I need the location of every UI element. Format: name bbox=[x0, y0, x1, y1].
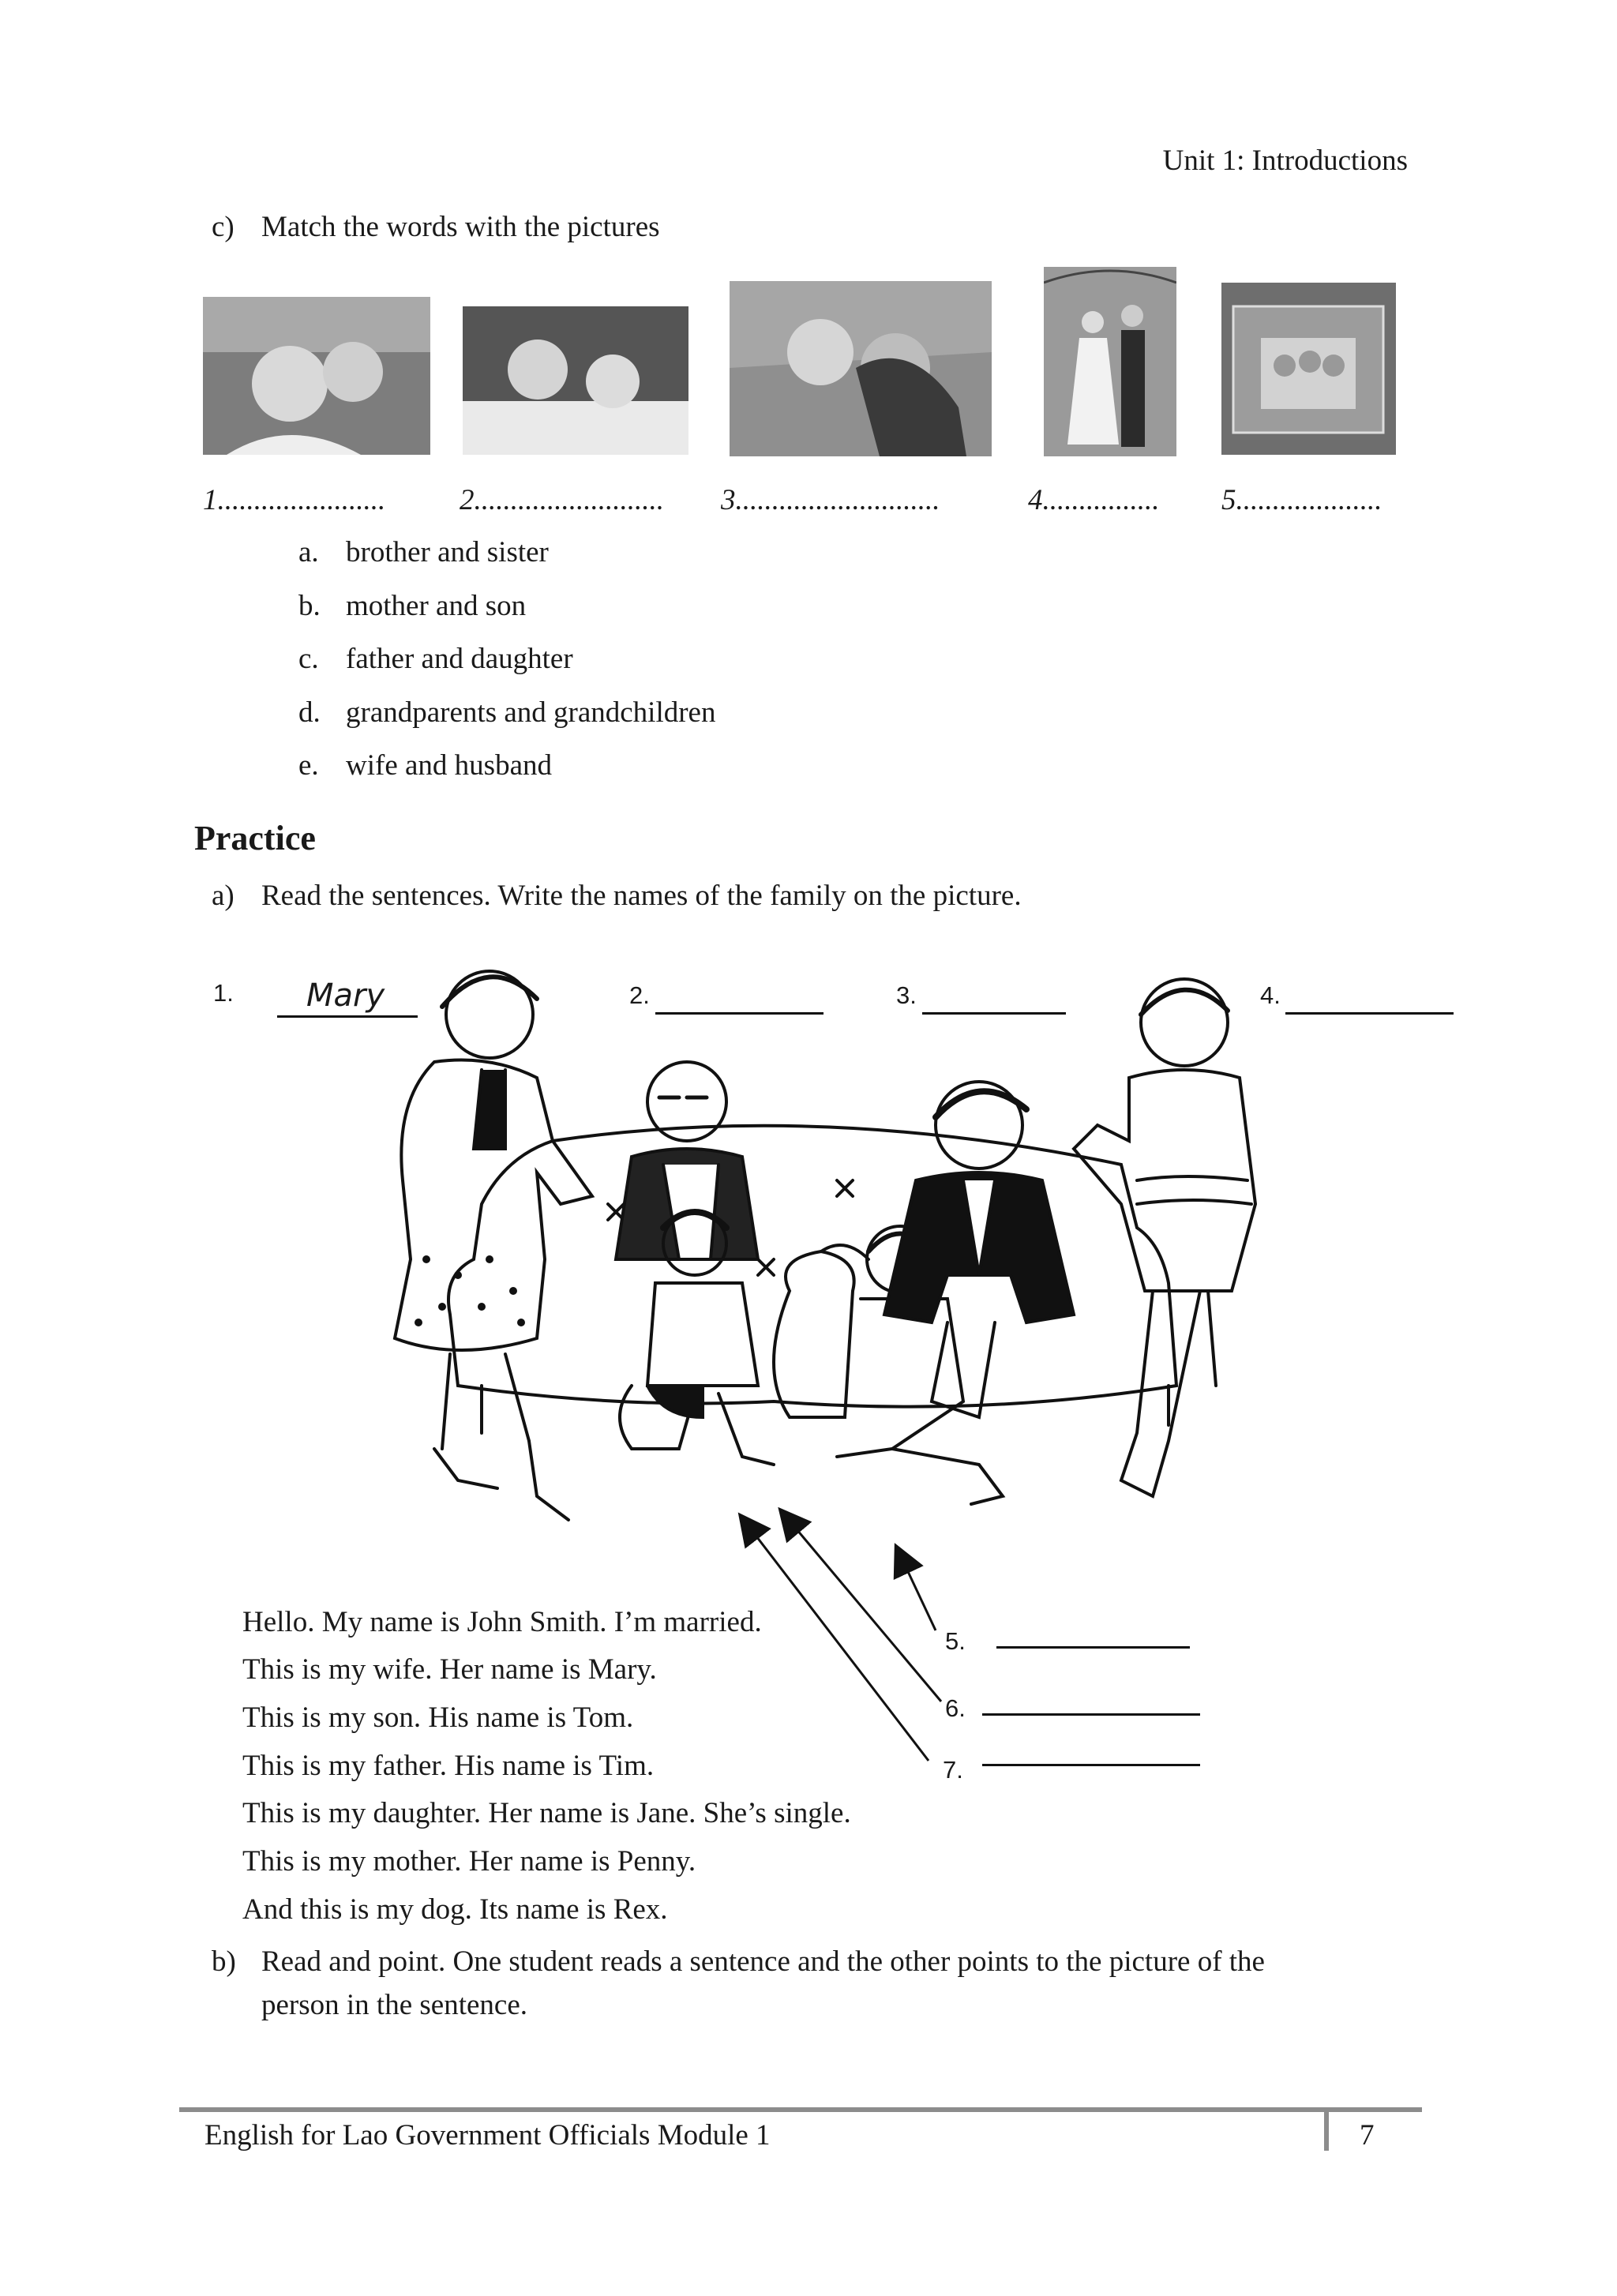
practice-instruction-b-line1: Read and point. One student reads a sentence and the other points to the picture of the bbox=[261, 1945, 1265, 1978]
label-number-2: 2. bbox=[629, 981, 650, 1009]
option-letter: d. bbox=[298, 696, 321, 729]
sentence: And this is my dog. Its name is Rex. bbox=[242, 1893, 668, 1926]
page-number: 7 bbox=[1360, 2119, 1375, 2152]
option-text: mother and son bbox=[346, 590, 527, 622]
label-number-4: 4. bbox=[1260, 981, 1281, 1009]
option-letter: b. bbox=[298, 590, 321, 622]
answer-line-7[interactable] bbox=[982, 1764, 1200, 1766]
option-letter: e. bbox=[298, 749, 319, 782]
option-letter: c. bbox=[298, 643, 319, 675]
photo-blank-1[interactable]: 1....................... bbox=[203, 484, 386, 516]
instruction-marker-c: c) bbox=[212, 211, 234, 243]
sentence: This is my wife. Her name is Mary. bbox=[242, 1653, 657, 1686]
sentence: This is my daughter. Her name is Jane. She’s single. bbox=[242, 1797, 851, 1829]
footer-title: English for Lao Government Officials Module 1 bbox=[204, 2119, 771, 2152]
footer-rule bbox=[179, 2107, 1422, 2112]
label-number-3: 3. bbox=[896, 981, 917, 1009]
option-text: grandparents and grandchildren bbox=[346, 696, 716, 729]
photo-blank-5[interactable]: 5.................... bbox=[1221, 484, 1383, 516]
practice-instruction-b-line2: person in the sentence. bbox=[261, 1989, 527, 2021]
option-text: wife and husband bbox=[346, 749, 552, 782]
photo-blank-3[interactable]: 3............................ bbox=[721, 484, 940, 516]
match-instruction: Match the words with the pictures bbox=[261, 211, 660, 243]
photo-blank-4[interactable]: 4................ bbox=[1028, 484, 1160, 516]
option-text: brother and sister bbox=[346, 536, 549, 568]
handwritten-answer-1: Mary bbox=[306, 977, 385, 1014]
photo-blank-2[interactable]: 2.......................... bbox=[460, 484, 664, 516]
sentence: Hello. My name is John Smith. I’m married. bbox=[242, 1606, 762, 1638]
instruction-marker-a: a) bbox=[212, 880, 234, 912]
sentence: This is my mother. Her name is Penny. bbox=[242, 1845, 696, 1878]
label-number-1: 1. bbox=[213, 979, 234, 1007]
answer-line-5[interactable] bbox=[996, 1646, 1190, 1649]
sentence: This is my father. His name is Tim. bbox=[242, 1750, 655, 1782]
footer-divider bbox=[1324, 2110, 1329, 2151]
label-number-7: 7. bbox=[943, 1756, 963, 1784]
option-text: father and daughter bbox=[346, 643, 573, 675]
instruction-marker-b: b) bbox=[212, 1945, 236, 1978]
label-number-6: 6. bbox=[945, 1694, 966, 1722]
practice-instruction-a: Read the sentences. Write the names of the family on the picture. bbox=[261, 880, 1022, 912]
practice-heading: Practice bbox=[194, 819, 316, 857]
running-header: Unit 1: Introductions bbox=[1162, 144, 1408, 177]
answer-line-6[interactable] bbox=[982, 1713, 1200, 1716]
sentence: This is my son. His name is Tom. bbox=[242, 1701, 634, 1734]
option-letter: a. bbox=[298, 536, 319, 568]
label-number-5: 5. bbox=[945, 1627, 966, 1655]
